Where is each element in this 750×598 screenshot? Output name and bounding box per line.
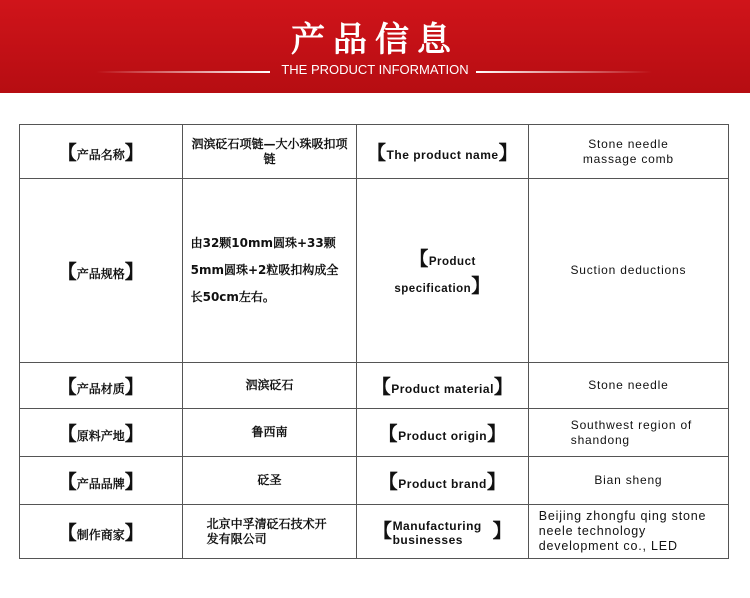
bracket-close: 】	[124, 471, 144, 493]
label-cn-cell	[20, 179, 183, 363]
bracket-close: 】	[486, 472, 507, 493]
bracket-open: 【	[57, 376, 77, 398]
brand-label-cn: 产品品牌	[76, 477, 125, 491]
bracket-open: 【	[367, 143, 387, 164]
bracket-close: 】	[124, 522, 144, 544]
label-cn-cell	[20, 457, 183, 505]
bracket-open: 【	[371, 377, 392, 398]
product-info-table	[19, 124, 729, 559]
maker-value-en: Beijing zhongfu qing stone neele technology development co., LED	[528, 505, 728, 559]
table-row	[20, 409, 729, 457]
label-cn-cell	[20, 125, 183, 179]
origin-value-cn: 鲁西南	[182, 409, 357, 457]
label-cn-cell	[20, 363, 183, 409]
label-en-cell	[357, 505, 528, 559]
maker-label-en: Manufacturing businesses	[392, 519, 482, 548]
spec-label-en: Product specification	[394, 255, 476, 295]
bracket-open: 【	[373, 520, 393, 542]
maker-value-cn: 北京中孚清砭石技术开发有限公司	[182, 505, 357, 559]
product-name-label-cn: 产品名称	[76, 148, 125, 162]
banner-subtitle: THE PRODUCT INFORMATION	[281, 62, 469, 77]
banner-divider-right	[476, 71, 652, 73]
bracket-open: 【	[57, 522, 77, 544]
material-value-cn: 泗滨砭石	[182, 363, 357, 409]
maker-label-cn: 制作商家	[76, 528, 125, 542]
table-row	[20, 457, 729, 505]
bracket-open: 【	[57, 261, 77, 283]
spec-label-cn: 产品规格	[76, 267, 125, 281]
bracket-open: 【	[57, 423, 77, 445]
bracket-close: 】	[124, 376, 144, 398]
bracket-close: 】	[471, 275, 491, 297]
label-en-cell	[357, 457, 528, 505]
bracket-open: 【	[57, 142, 77, 164]
brand-value-cn: 砭圣	[182, 457, 357, 505]
table-row	[20, 179, 729, 363]
bracket-open: 【	[409, 248, 429, 270]
material-value-en: Stone needle	[528, 363, 728, 409]
banner-title: 产品信息	[291, 20, 459, 60]
table-row	[20, 125, 729, 179]
label-cn-cell	[20, 505, 183, 559]
origin-value-en: Southwest region of shandong	[528, 409, 728, 457]
bracket-close: 】	[124, 142, 144, 164]
bracket-open: 【	[378, 472, 399, 493]
label-cn-cell	[20, 409, 183, 457]
bracket-close: 】	[498, 143, 519, 164]
header-banner	[0, 0, 750, 93]
label-en-cell	[357, 179, 528, 363]
bracket-close: 】	[493, 377, 514, 398]
material-label-cn: 产品材质	[76, 382, 125, 396]
origin-label-en: Product origin	[398, 429, 488, 443]
brand-label-en: Product brand	[398, 477, 487, 491]
label-en-cell	[357, 363, 528, 409]
product-name-value-en: Stone needle massage comb	[528, 125, 728, 179]
bracket-close: 】	[124, 423, 144, 445]
product-name-label-en: The product name	[386, 148, 499, 162]
bracket-close: 】	[487, 424, 507, 445]
origin-label-cn: 原料产地	[76, 429, 125, 443]
spec-value-cn: 由32颗10mm圆珠+33颗5mm圆珠+2粒吸扣构成全长50cm左右。	[182, 179, 357, 363]
label-en-cell	[357, 409, 528, 457]
bracket-close: 】	[492, 520, 513, 542]
bracket-open: 【	[378, 424, 399, 445]
table-row	[20, 363, 729, 409]
product-name-value-cn: 泗滨砭石项链—大小珠吸扣项链	[182, 125, 357, 179]
bracket-close: 】	[124, 261, 144, 283]
material-label-en: Product material	[391, 382, 494, 396]
bracket-open: 【	[57, 471, 77, 493]
spec-value-en: Suction deductions	[528, 179, 728, 363]
table-row	[20, 505, 729, 559]
brand-value-en: Bian sheng	[528, 457, 728, 505]
label-en-cell	[357, 125, 528, 179]
